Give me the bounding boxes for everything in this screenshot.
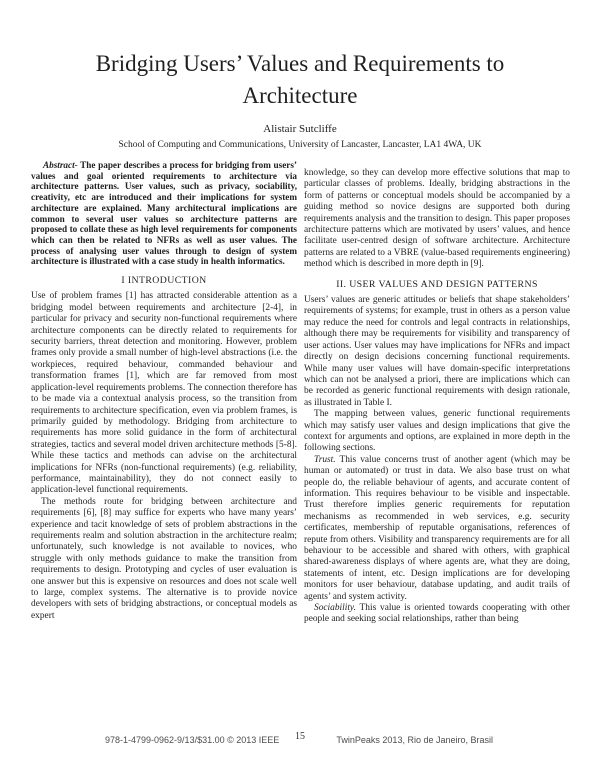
introduction-continued-paragraphs <box>304 168 570 271</box>
page-footer <box>0 731 600 751</box>
paragraph-lead: Trust. <box>314 454 336 465</box>
page-number: 15 <box>295 731 305 742</box>
section-heading-introduction: I INTRODUCTION <box>121 275 207 287</box>
left-column <box>31 160 297 626</box>
paragraph: Use of problem frames [1] has attracted considerable attention as a bridging model between requirements and architecture [2-4], in particular for privacy and security non-functional requirements where architecture components can be directly related to requirements for security barriers, threat detection and monitoring. However, problem frames only provide a small number of high-level abstractions (i.e. the workpieces, required behaviour, commanded behaviour and transformation frames [1], which are far removed from most application-level requirements problems. The connection therefore has to be made via a contextual analysis process, so the transition from requirements to architecture specification, even via problem frames, is primarily guided by methodology. Bridging from architecture to requirements has more solid guidance in the form of architectural strategies, tactics and several model driven architecture methods [5-8]. While these tactics and methods can advise on the architectural implications for NFRs (non-functional requirements) (e.g. reliability, performance, maintainability), they do not connect easily to application-level functional requirements. <box>31 291 297 496</box>
paragraph: The methods route for bridging between architecture and requirements [6], [8] may suffice for experts who have many years’ experience and tacit knowledge of sets of problem abstractions in the requirements realm and solution abstraction in the architecture realm; unfortunately, such knowledge is not available to novices, who struggle with only methods guidance to make the transition from requirements to design. Prototyping and cycles of user evaluation is one answer but this is expensive on resources and does not scale well to large, complex systems. The alternative is to provide novice developers with sets of bridging abstractions, or conceptual models as expert <box>31 496 297 621</box>
paper-header <box>0 0 600 150</box>
conference-info: TwinPeaks 2013, Rio de Janeiro, Brasil <box>336 735 493 745</box>
two-column-body <box>0 150 600 626</box>
paragraph-lead: Sociability. <box>314 603 356 614</box>
right-column <box>304 160 570 626</box>
user-values-paragraphs <box>304 295 570 626</box>
introduction-paragraphs <box>31 291 297 622</box>
paper-title: Bridging Users’ Values and Requirements to Architecture <box>95 51 505 108</box>
paragraph: The mapping between values, generic functional requirements which may satisfy user values and design implications that give the context for arguments and options, are explained in more depth in the following sections. <box>304 409 570 454</box>
paragraph: Sociability. This value is oriented towards cooperating with other people and seeking social relationships, rather than being <box>304 603 570 625</box>
paper-author: Alistair Sutcliffe <box>263 123 337 135</box>
paragraph: Users’ values are generic attitudes or beliefs that shape stakeholders’ requirements of systems; for example, trust in others as a person value may reduce the need for controls and legal contracts in relationships, although there may be requirements for visibility and transparency of user actions. User values may have implications for NFRs and impact directly on design decisions concerning functional requirements. While many user values will have domain-specific interpretations which can not be analysed a priori, there are implications which can be recorded as generic functional requirements with design rationale, as illustrated in Table I. <box>304 295 570 408</box>
paper-affiliation: School of Computing and Communications, University of Lancaster, Lancaster, LA1 4WA, UK <box>118 140 482 150</box>
abstract <box>31 160 297 267</box>
section-heading-user-values: II. USER VALUES AND DESIGN PATTERNS <box>336 278 538 290</box>
paragraph: knowledge, so they can develop more effective solutions that map to particular classes of problems. Ideally, bridging abstractions in the form of patterns or conceptual models should be accompanied by a guiding method so novice designs are supported both during requirements analysis and the transition to design. This paper proposes architecture patterns which are motivated by users’ values, and hence facilitate user-centred design of software architecture. Architecture patterns are related to a VBRE (value-based requirements engineering) method which is described in more depth in [9]. <box>304 168 570 270</box>
paragraph: Trust. This value concerns trust of another agent (which may be human or automated) or trust in data. We also base trust on what people do, the reliable behaviour of agents, and accurate content of information. This requires behaviour to be visible and inspectable. Trust therefore implies generic requirements for reputation mechanisms as recommended in web services, e.g. security certificates, membership of reputable organisations, references of repute from others. Visibility and transparency requirements are for all behaviour to be accessible and shared with others, with graphical shared-awareness displays of where agents are, what they are doing, statements of intent, etc. Design implications are for developing monitors for user behaviour, database updating, and audit trails of agents’ and system activity. <box>304 454 570 602</box>
copyright-notice: 978-1-4799-0962-9/13/$31.00 © 2013 IEEE <box>105 735 280 745</box>
abstract-text: The paper describes a process for bridging from users’ values and goal oriented requirements to architecture via architecture patterns. User values, such as privacy, sociability, creativity, etc are introduced and their implications for system architecture are explained. Many architectural implications are common to several user values so architecture patterns are proposed to collate these as high level requirements for components which can then be related to NFRs as well as user values. The process of analysing user values through to design of system architecture is illustrated with a case study in health informatics. <box>31 160 297 267</box>
abstract-label: Abstract- <box>43 160 78 170</box>
